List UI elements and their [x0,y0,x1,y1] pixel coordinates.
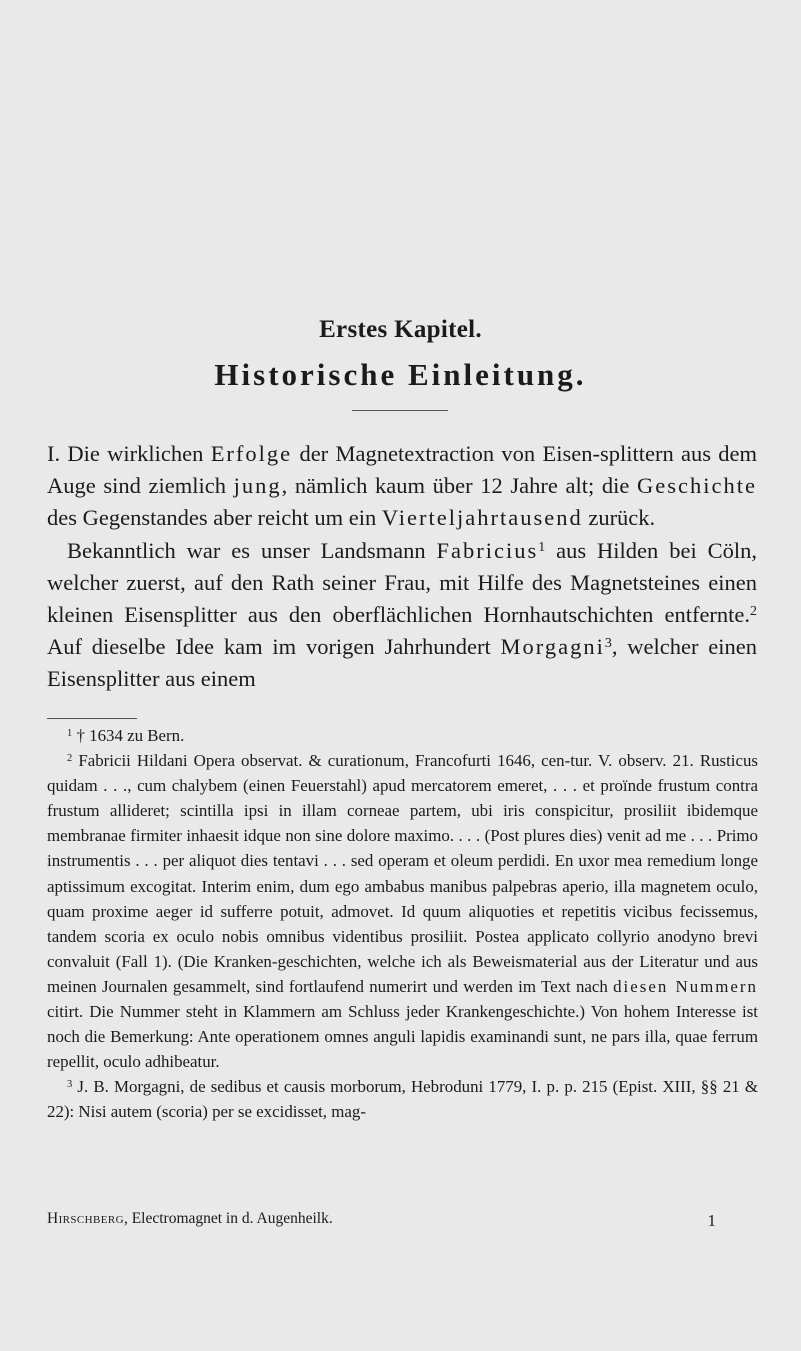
emphasis: Vierteljahrtausend [381,505,583,531]
text-run: des Gegenstandes aber reicht um ein [47,505,382,531]
emphasis: diesen Nummern [613,976,758,996]
emphasis: Erfolge [210,441,293,466]
chapter-label: Erstes Kapitel. [319,316,482,343]
text-run: der Magnetextraction von Eisen-splittern aus dem Auge sind ziemlich [47,441,757,499]
page-footer [47,1208,758,1230]
footnote-text: † 1634 zu Bern. [72,726,185,745]
page-number: 1 [707,1211,716,1230]
footnote-divider [47,718,137,719]
text-run: , nämlich kaum über 12 Jahre alt; die [281,473,638,499]
footnote-1 [47,723,758,748]
text-run: Auf dieselbe Idee kam im vorigen Jahrhundert [47,634,501,660]
footnote-number: 1 [67,727,73,739]
text-run: , welcher einen Eisensplitter aus einem [47,634,757,692]
paragraph-1 [47,438,757,535]
footnote-number: 2 [67,752,73,764]
chapter-heading: Historische Einleitung. [214,357,587,392]
footnote-text: Fabricii Hildani Opera observat. & curationum, Francofurti 1646, cen-tur. V. observ. 21. Rusticus quidam . . ., cum chalybem (einen Feuerstahl) apud mercatorem emeret, . . . et proïnde frustum contra frustum allideret; scintilla ipsi in illam corneae partem, ubi iris conspicitur, prosiliit ibidemque membranae firmiter inhaesit idque non sine dolore maximo. . . . (Post plures dies) venit ad me . . . Primo instrumentis . . . per aliquot dies tentavi . . . sed operam et oleum perdidi. En uxor mea remedium longe aptissimum excogitat. Interim enim, dum ego ambabus manibus palpebras aperio, illa magnetem oculo, quam proxime aeger id sufferre potuit, admovet. Id quum aliquoties et repetitis vicibus fecissemus, tandem scoria ex oculo nobis omnibus videntibus prosiliit. Postea applicato collyrio anodyno brevi convaluit (Fall 1). (Die Kranken-geschichten, welche ich als Beweismaterial aus der Literatur und aus meinen Journalen gesammelt, sind fortlaufend numerirt und werden im Text nach [47,751,758,996]
footnote-text: citirt. Die Nummer steht in Klammern am Schluss jeder Krankengeschichte.) Von hohem Interesse ist noch die Bemerkung: Ante operationem omnes anguli lapidis examinandi sunt, ne pars illa, quae ferrum repellit, oculo adhibeatur. [47,1002,758,1072]
paragraph-2 [47,535,757,696]
text-run: zurück. [582,505,656,531]
emphasis: Geschichte [637,473,757,499]
footnote-ref: 2 [750,604,757,620]
text-run: Bekanntlich war es unser Landsmann [67,537,437,563]
heading-divider [352,410,448,411]
emphasis: jung [233,473,282,499]
footnote-ref: 1 [538,539,546,555]
footer-author: Hirschberg [47,1210,124,1227]
footnote-text: J. B. Morgagni, de sedibus et causis morborum, Hebroduni 1779, I. p. p. 215 (Epist. XIII, §§ 21 & 22): Nisi autem (scoria) per se excidisset, mag- [47,1077,758,1122]
person-name: Fabricius [436,537,539,563]
person-name: Morgagni [500,634,605,660]
footnotes [47,723,758,1125]
footnote-2 [47,748,758,1074]
text-run: I. Die wirklichen [47,441,211,466]
main-text [47,438,757,696]
text-run: aus Hilden bei Cöln, welcher zuerst, auf den Rath seiner Frau, mit Hilfe des Magnetsteines einen kleinen Eisensplitter aus den oberflächlichen Hornhautschichten entfernte. [47,537,757,628]
footnote-3 [47,1074,758,1124]
footnote-ref: 3 [604,636,612,652]
footnote-number: 3 [67,1079,73,1091]
footer-title: , Electromagnet in d. Augenheilk. [123,1210,333,1227]
